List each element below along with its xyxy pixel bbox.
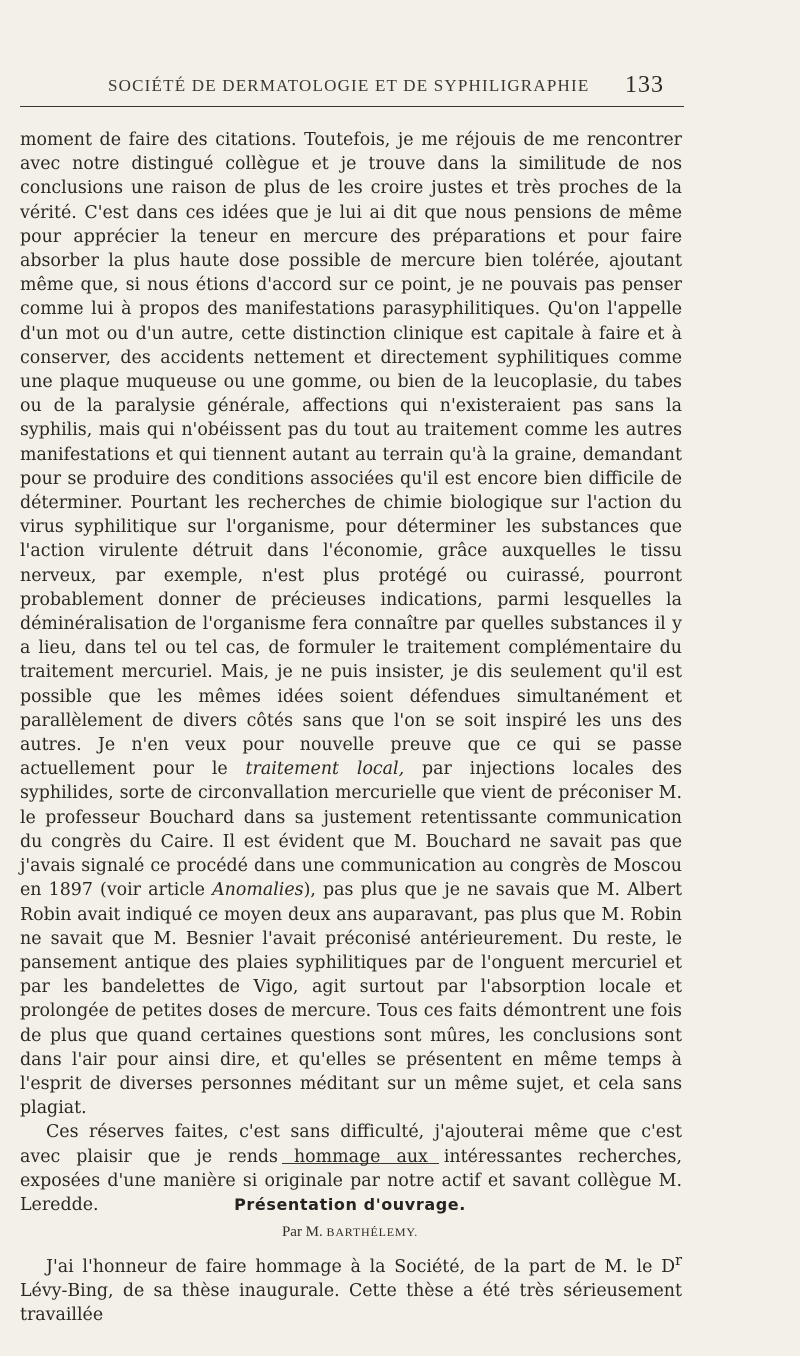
paragraph-reserves: Ces réserves faites, c'est sans difficulté, j'ajouterai même que c'est avec plaisir que je rends hommage aux intéressantes recherches, exposées d'une manière si originale par notre actif et savant collègue M. Leredde. (20, 1122, 682, 1215)
page-number: 133 (625, 72, 664, 98)
paragraph-text: J'ai l'honneur de faire hommage à la Société, de la part de M. le D (46, 1256, 676, 1277)
paragraph-text: par injections locales des syphilides, sorte de circonvallation mercurielle que vient de préconiser M. le professeur Bouchard dans sa justement retentissante communication du congrès du Caire. Il est évident que M. Bouchard ne savait pas que j'avais signalé ce procédé dans une communication au congrès de Moscou en 1897 (voir article (20, 759, 682, 901)
closing-text (20, 1249, 682, 1327)
main-text (20, 128, 682, 1217)
author-prefix: Par M. (281, 1224, 323, 1240)
paragraph-continuation (20, 128, 682, 1120)
superscript: r (675, 1253, 682, 1269)
paragraph-presentation (20, 1249, 682, 1327)
section-divider (282, 1163, 439, 1164)
paragraph-text: moment de faire des citations. Toutefois, je me réjouis de me rencontrer avec notre distingué collègue et je trouve dans la similitude de nos conclusions une raison de plus de les croire justes et très proches de la vérité. C'est dans ces idées que je lui ai dit que nous pensions de même pour apprécier la teneur en mercure des préparations et pour faire absorber la plus haute dose possible de mercure bien tolérée, ajoutant même que, si nous étions d'accord sur ce point, je ne pouvais pas penser comme lui à propos des manifestations parasyphilitiques. Qu'on l'appelle d'un mot ou d'un autre, cette distinction clinique est capitale à faire et à conserver, des accidents nettement et directement syphilitiques comme une plaque muqueuse ou une gomme, ou bien de la leucoplasie, du tabes ou de la paralysie générale, affections qui n'existeraient pas sans la syphilis, mais qui n'obéissent pas du tout au traitement comme les autres manifestations et qui tiennent autant au terrain qu'à la graine, demandant pour se produire des conditions associées qu'il est encore bien difficile de déterminer. Pourtant les recherches de chimie biologique sur l'action du virus syphilitique sur l'organisme, pour déterminer les substances que l'action virulente détruit dans l'économie, grâce auxquelles le tissu nerveux, par exemple, n'est plus protégé ou cuirassé, pourront probablement donner de précieuses indications, parmi lesquelles la déminéralisation de l'organisme fera connaître par quelles substances il y a lieu, dans tel ou tel cas, de formuler le traitement complémentaire du traitement mercuriel. Mais, je ne puis insister, je dis seulement qu'il est possible que les mêmes idées soient défendues simultanément et parallèlement de divers côtés sans que l'on se soit inspiré les uns des autres. Je n'en veux pour nouvelle preuve que ce qui se passe actuellement pour le (20, 130, 682, 780)
author-name: BARTHÉLEMY. (326, 1225, 419, 1239)
running-header (20, 72, 684, 107)
section-author (0, 1224, 700, 1241)
italic-reference: Anomalies (212, 880, 304, 901)
section-title: Présentation d'ouvrage. (234, 1195, 466, 1214)
running-title: SOCIÉTÉ DE DERMATOLOGIE ET DE SYPHILIGRAPHIE (108, 76, 590, 95)
paragraph-text: ), pas plus que je ne savais que M. Albert Robin avait indiqué ce moyen deux ans auparavant, pas plus que M. Robin ne savait que M. Besnier l'avait préconisé antérieurement. Du reste, le pansement antique des plaies syphilitiques par de l'onguent mercuriel et par les bandelettes de Vigo, agit surtout par l'absorption locale et prolongée de petites doses de mercure. Tous ces faits démontrent une fois de plus que quand certaines questions sont mûres, les conclusions sont dans l'air pour ainsi dire, et qu'elles se présentent en même temps à l'esprit de diverses personnes méditant sur un même sujet, et cela sans plagiat. (20, 880, 682, 1119)
italic-term: traitement local, (245, 759, 405, 780)
paragraph-text: Lévy-Bing, de sa thèse inaugurale. Cette thèse a été très sérieusement travaillée (20, 1281, 682, 1326)
